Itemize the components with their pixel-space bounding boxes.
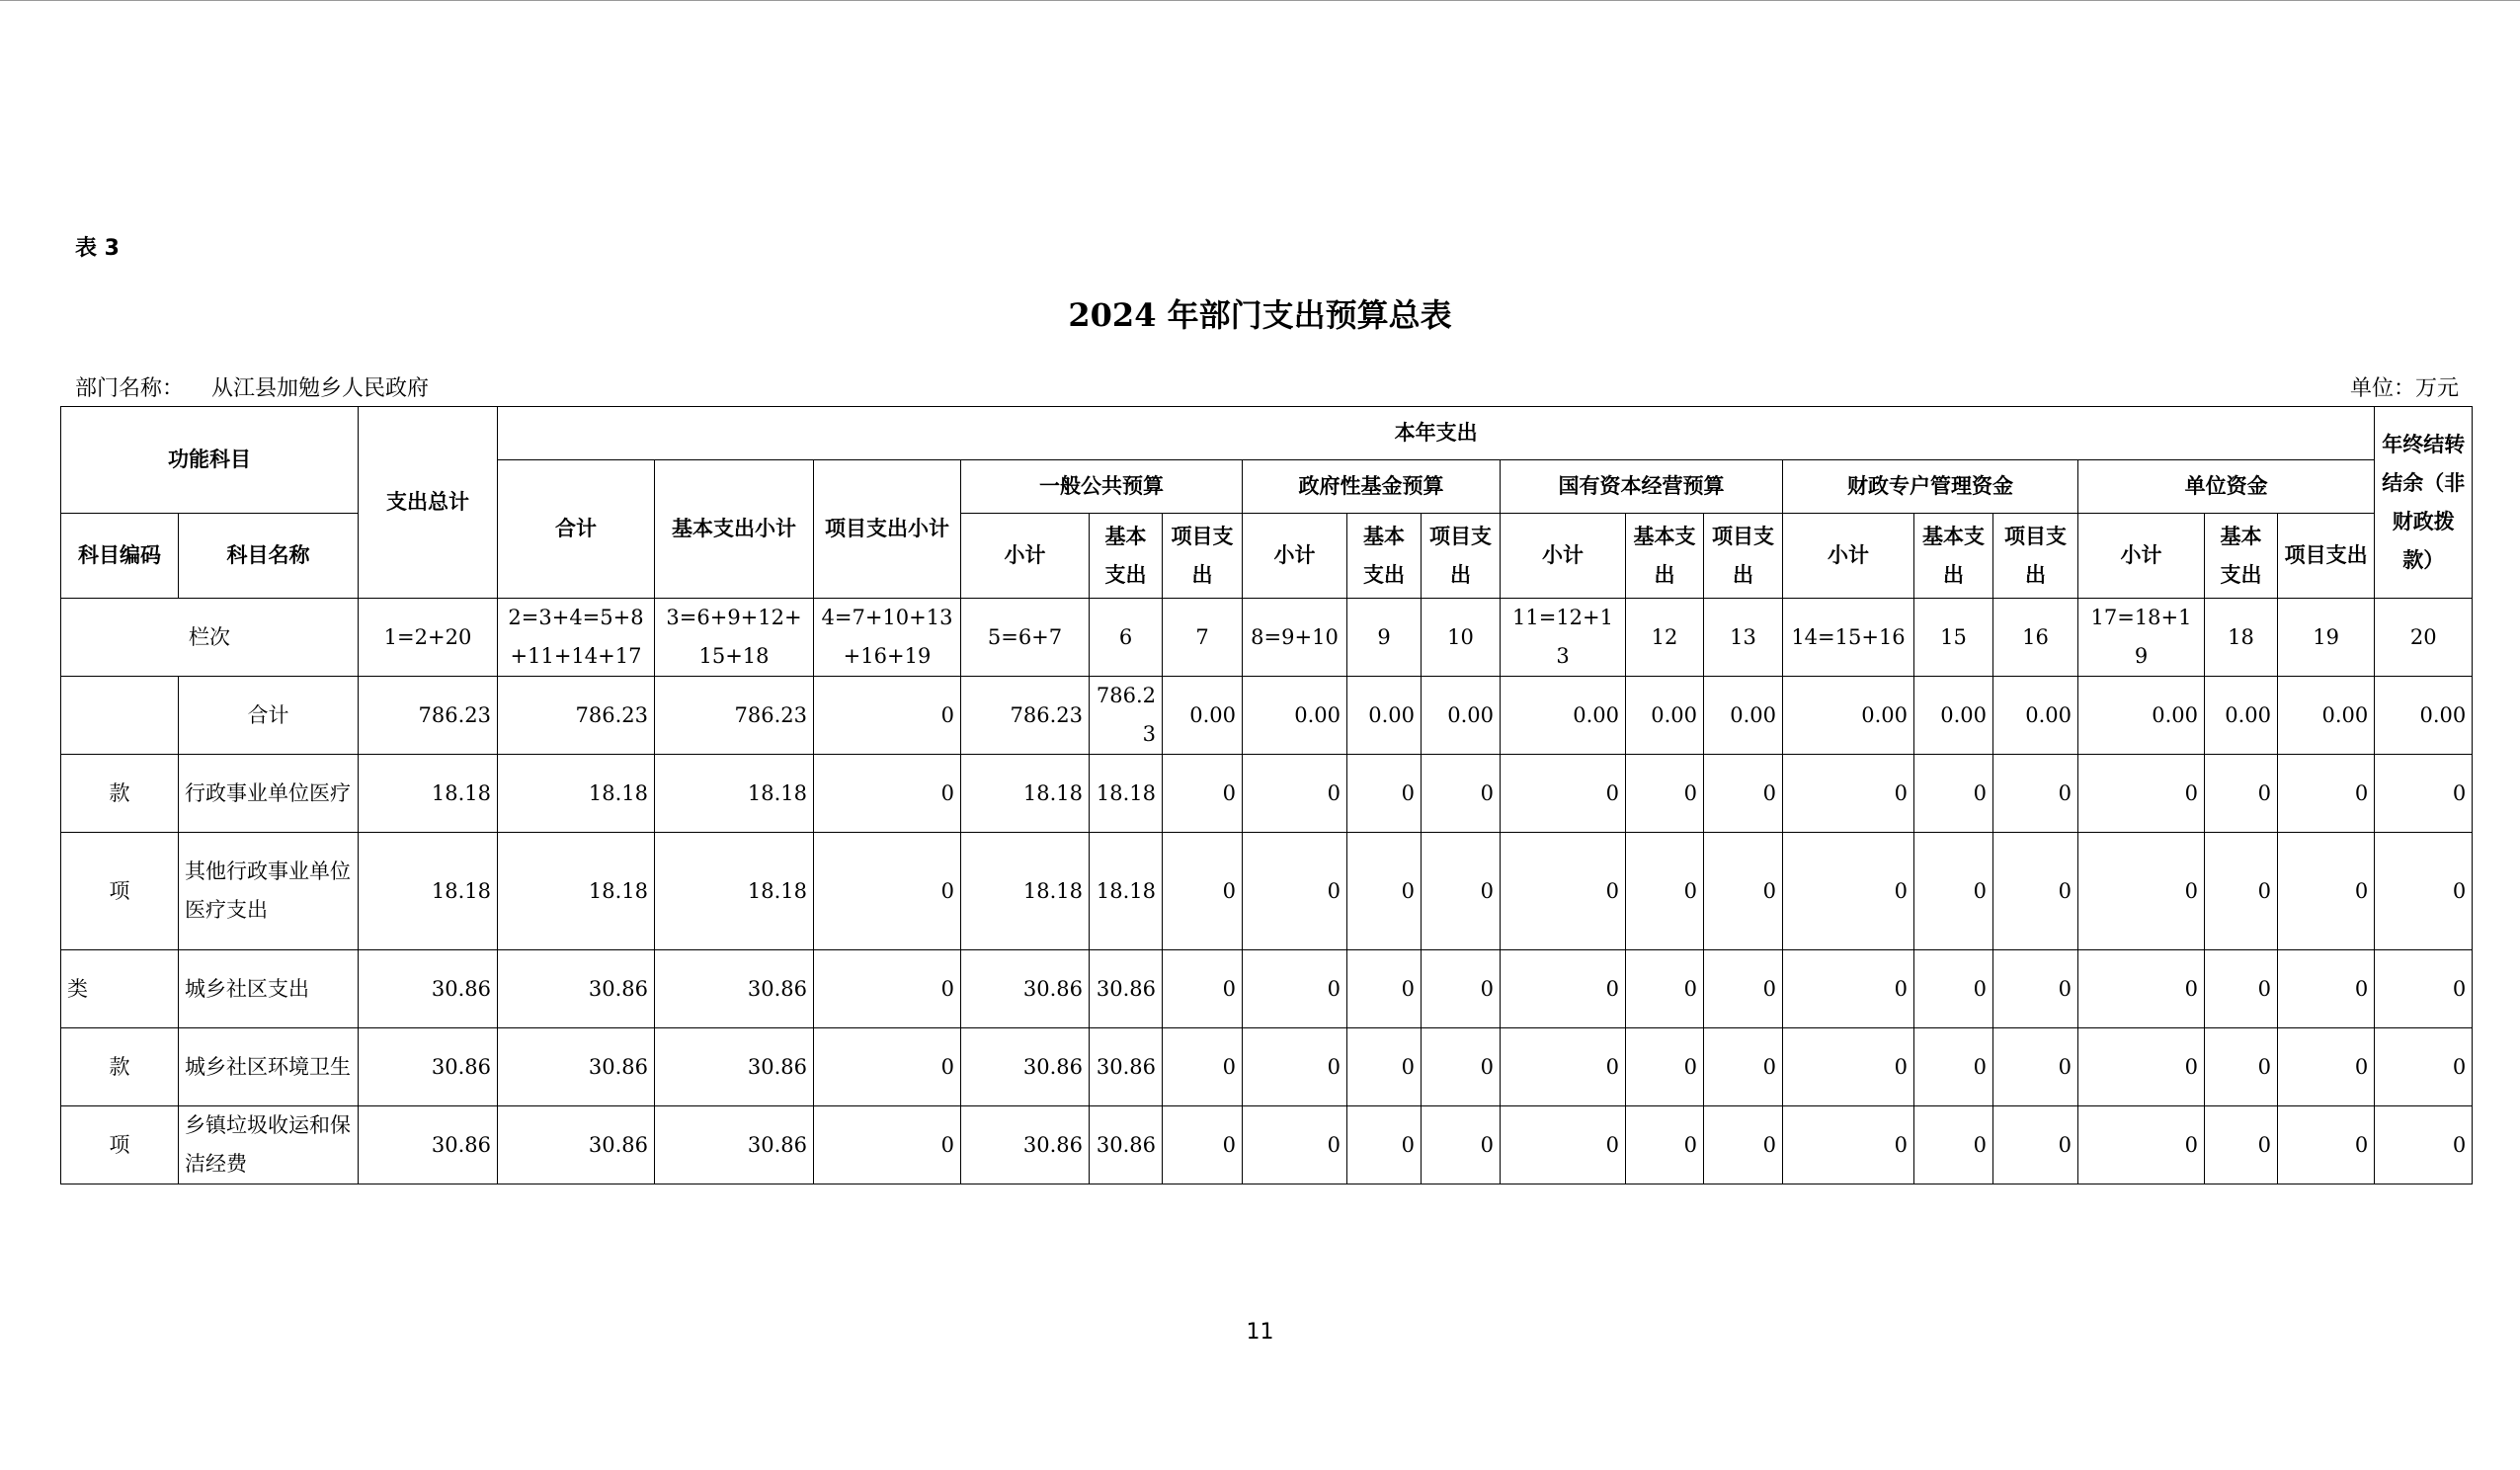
amount-cell: 0: [1163, 1106, 1243, 1184]
amount-cell: 30.86: [961, 950, 1090, 1028]
page-number: 11: [1246, 1320, 1274, 1345]
amount-cell: 0: [2375, 1028, 2473, 1106]
amount-cell: 0: [1914, 833, 1993, 950]
amount-cell: 0: [2205, 1106, 2278, 1184]
amount-cell: 0: [2278, 950, 2375, 1028]
amount-cell: 0: [1347, 1028, 1422, 1106]
column-index-cell: 8=9+10: [1243, 599, 1347, 677]
amount-cell: 18.18: [1090, 755, 1163, 833]
amount-cell: 0.00: [1783, 677, 1914, 755]
amount-cell: 786.23: [1090, 677, 1163, 755]
header-subtotal: 小计: [1501, 514, 1626, 599]
amount-cell: 0: [1704, 833, 1783, 950]
column-index-cell: 17=18+19: [2078, 599, 2205, 677]
amount-cell: 0.00: [1422, 677, 1501, 755]
amount-cell: 0: [1422, 1028, 1501, 1106]
amount-cell: 0: [1347, 755, 1422, 833]
amount-cell: 0: [1501, 833, 1626, 950]
header-year-end: 年终结转结余（非财政拨款）: [2375, 407, 2473, 599]
subject-code-cell: 项: [61, 833, 179, 950]
amount-cell: 0: [2078, 833, 2205, 950]
column-index-cell: 9: [1347, 599, 1422, 677]
amount-cell: 0: [1163, 950, 1243, 1028]
amount-cell: 0: [1501, 755, 1626, 833]
department-label: 部门名称：: [75, 376, 185, 401]
column-index-row: [61, 599, 2473, 677]
amount-cell: 0.00: [1626, 677, 1704, 755]
amount-cell: 0: [1422, 833, 1501, 950]
amount-cell: 0: [1626, 1028, 1704, 1106]
amount-cell: 0: [1993, 1028, 2078, 1106]
amount-cell: 0: [1704, 1028, 1783, 1106]
header-unit-fund: 单位资金: [2078, 460, 2375, 514]
header-basic: 基本支出: [1090, 514, 1163, 599]
header-basic-subtotal: 基本支出小计: [655, 460, 814, 599]
table-row: [61, 677, 2473, 755]
header-subtotal: 小计: [1243, 514, 1347, 599]
amount-cell: 0: [1993, 755, 2078, 833]
amount-cell: 0: [1163, 1028, 1243, 1106]
amount-cell: 30.86: [961, 1106, 1090, 1184]
amount-cell: 30.86: [1090, 1028, 1163, 1106]
amount-cell: 18.18: [1090, 833, 1163, 950]
amount-cell: 0: [2375, 755, 2473, 833]
page-top-border: [0, 0, 2520, 1]
subject-name-cell: 行政事业单位医疗: [179, 755, 359, 833]
amount-cell: 0: [1243, 1106, 1347, 1184]
amount-cell: 0: [1243, 950, 1347, 1028]
header-project: 项目支出: [2278, 514, 2375, 599]
amount-cell: 786.23: [498, 677, 655, 755]
amount-cell: 0: [1993, 1106, 2078, 1184]
amount-cell: 30.86: [498, 1028, 655, 1106]
amount-cell: 18.18: [961, 833, 1090, 950]
header-gov-fund: 政府性基金预算: [1243, 460, 1501, 514]
header-project: 项目支出: [1422, 514, 1501, 599]
subject-code-cell: [61, 677, 179, 755]
header-fiscal-special: 财政专户管理资金: [1783, 460, 2078, 514]
amount-cell: 0: [814, 755, 961, 833]
amount-cell: 0: [1347, 950, 1422, 1028]
amount-cell: 0: [2278, 755, 2375, 833]
amount-cell: 0: [1626, 950, 1704, 1028]
amount-cell: 0: [2278, 833, 2375, 950]
amount-cell: 0: [1243, 755, 1347, 833]
amount-cell: 0: [2375, 950, 2473, 1028]
amount-cell: 0: [1993, 950, 2078, 1028]
column-index-cell: 20: [2375, 599, 2473, 677]
amount-cell: 0: [1704, 1106, 1783, 1184]
column-index-cell: 12: [1626, 599, 1704, 677]
amount-cell: 0.00: [1704, 677, 1783, 755]
amount-cell: 0: [1704, 950, 1783, 1028]
column-index-cell: 15: [1914, 599, 1993, 677]
amount-cell: 0: [1501, 1028, 1626, 1106]
amount-cell: 18.18: [498, 755, 655, 833]
amount-cell: 30.86: [655, 1106, 814, 1184]
amount-cell: 0: [814, 677, 961, 755]
subject-name-cell: 城乡社区环境卫生: [179, 1028, 359, 1106]
subject-name-cell: 乡镇垃圾收运和保洁经费: [179, 1106, 359, 1184]
amount-cell: 0.00: [1501, 677, 1626, 755]
header-func-subject: 功能科目: [61, 407, 359, 514]
header-project: 项目支出: [1163, 514, 1243, 599]
unit-label: 单位：万元: [2349, 376, 2459, 401]
amount-cell: 0: [1783, 1106, 1914, 1184]
subject-name-cell: 合计: [179, 677, 359, 755]
column-index-label: 栏次: [61, 599, 359, 677]
column-index-cell: 6: [1090, 599, 1163, 677]
amount-cell: 0.00: [1347, 677, 1422, 755]
budget-table: [60, 406, 2473, 1184]
amount-cell: 0: [2078, 755, 2205, 833]
amount-cell: 0: [2375, 1106, 2473, 1184]
amount-cell: 30.86: [498, 950, 655, 1028]
amount-cell: 30.86: [1090, 950, 1163, 1028]
amount-cell: 0: [2205, 755, 2278, 833]
column-index-cell: 14=15+16: [1783, 599, 1914, 677]
amount-cell: 0: [2078, 1106, 2205, 1184]
department-name: 从江县加勉乡人民政府: [211, 376, 430, 401]
amount-cell: 0: [1783, 833, 1914, 950]
amount-cell: 30.86: [498, 1106, 655, 1184]
subject-code-cell: 款: [61, 1028, 179, 1106]
header-general-budget: 一般公共预算: [961, 460, 1243, 514]
table-number: 表 3: [75, 236, 120, 261]
column-index-cell: 13: [1704, 599, 1783, 677]
amount-cell: 0.00: [1163, 677, 1243, 755]
amount-cell: 0: [1626, 755, 1704, 833]
amount-cell: 0.00: [1243, 677, 1347, 755]
amount-cell: 0: [2205, 833, 2278, 950]
amount-cell: 786.23: [961, 677, 1090, 755]
header-sum: 合计: [498, 460, 655, 599]
column-index-cell: 2=3+4=5+8+11+14+17: [498, 599, 655, 677]
amount-cell: 0: [2078, 1028, 2205, 1106]
amount-cell: 18.18: [655, 833, 814, 950]
amount-cell: 0: [2278, 1028, 2375, 1106]
amount-cell: 0: [1243, 1028, 1347, 1106]
amount-cell: 0: [2078, 950, 2205, 1028]
amount-cell: 30.86: [655, 1028, 814, 1106]
table-row: [61, 950, 2473, 1028]
amount-cell: 0.00: [1993, 677, 2078, 755]
amount-cell: 0: [1914, 1106, 1993, 1184]
subject-code-cell: 款: [61, 755, 179, 833]
subject-name-cell: 其他行政事业单位医疗支出: [179, 833, 359, 950]
amount-cell: 786.23: [359, 677, 498, 755]
amount-cell: 0: [1243, 833, 1347, 950]
amount-cell: 0: [1783, 1028, 1914, 1106]
amount-cell: 0: [1422, 1106, 1501, 1184]
amount-cell: 30.86: [359, 1106, 498, 1184]
header-project-subtotal: 项目支出小计: [814, 460, 961, 599]
amount-cell: 0: [1422, 950, 1501, 1028]
amount-cell: 0.00: [2278, 677, 2375, 755]
header-basic: 基本支出: [1626, 514, 1704, 599]
amount-cell: 0: [814, 1028, 961, 1106]
header-project: 项目支出: [1993, 514, 2078, 599]
amount-cell: 786.23: [655, 677, 814, 755]
amount-cell: 0: [814, 833, 961, 950]
amount-cell: 0: [1783, 950, 1914, 1028]
amount-cell: 18.18: [498, 833, 655, 950]
subject-name-cell: 城乡社区支出: [179, 950, 359, 1028]
header-project: 项目支出: [1704, 514, 1783, 599]
amount-cell: 30.86: [1090, 1106, 1163, 1184]
amount-cell: 18.18: [359, 755, 498, 833]
amount-cell: 0: [1914, 950, 1993, 1028]
amount-cell: 0: [1163, 833, 1243, 950]
amount-cell: 0: [1422, 755, 1501, 833]
amount-cell: 30.86: [961, 1028, 1090, 1106]
amount-cell: 30.86: [655, 950, 814, 1028]
amount-cell: 0: [1783, 755, 1914, 833]
amount-cell: 0: [1993, 833, 2078, 950]
amount-cell: 0: [1704, 755, 1783, 833]
header-subtotal: 小计: [2078, 514, 2205, 599]
subject-code-cell: 项: [61, 1106, 179, 1184]
amount-cell: 0: [1501, 1106, 1626, 1184]
column-index-cell: 1=2+20: [359, 599, 498, 677]
column-index-cell: 4=7+10+13+16+19: [814, 599, 961, 677]
column-index-cell: 11=12+13: [1501, 599, 1626, 677]
amount-cell: 0: [2205, 1028, 2278, 1106]
department-line: [75, 371, 429, 402]
column-index-cell: 10: [1422, 599, 1501, 677]
header-subtotal: 小计: [961, 514, 1090, 599]
amount-cell: 18.18: [359, 833, 498, 950]
amount-cell: 0: [1347, 833, 1422, 950]
amount-cell: 0: [2205, 950, 2278, 1028]
column-index-cell: 7: [1163, 599, 1243, 677]
amount-cell: 0: [814, 950, 961, 1028]
amount-cell: 0: [1501, 950, 1626, 1028]
page-title: 2024 年部门支出预算总表: [1068, 296, 1452, 334]
column-index-cell: 16: [1993, 599, 2078, 677]
column-index-cell: 5=6+7: [961, 599, 1090, 677]
table-row: [61, 1106, 2473, 1184]
header-basic: 基本支出: [1347, 514, 1422, 599]
column-index-cell: 3=6+9+12+15+18: [655, 599, 814, 677]
amount-cell: 0: [1914, 755, 1993, 833]
amount-cell: 18.18: [961, 755, 1090, 833]
table-row: [61, 1028, 2473, 1106]
amount-cell: 0: [1163, 755, 1243, 833]
amount-cell: 0: [2278, 1106, 2375, 1184]
amount-cell: 0: [1347, 1106, 1422, 1184]
amount-cell: 0.00: [2078, 677, 2205, 755]
amount-cell: 0.00: [2375, 677, 2473, 755]
header-total: 支出总计: [359, 407, 498, 599]
amount-cell: 0: [1626, 1106, 1704, 1184]
amount-cell: 0: [1626, 833, 1704, 950]
header-basic: 基本支出: [1914, 514, 1993, 599]
table-row: [61, 833, 2473, 950]
amount-cell: 0: [1914, 1028, 1993, 1106]
amount-cell: 0.00: [1914, 677, 1993, 755]
column-index-cell: 19: [2278, 599, 2375, 677]
header-state-capital: 国有资本经营预算: [1501, 460, 1783, 514]
amount-cell: 30.86: [359, 1028, 498, 1106]
header-subtotal: 小计: [1783, 514, 1914, 599]
amount-cell: 30.86: [359, 950, 498, 1028]
column-index-cell: 18: [2205, 599, 2278, 677]
header-subject-code: 科目编码: [61, 514, 179, 599]
header-subject-name: 科目名称: [179, 514, 359, 599]
amount-cell: 0: [2375, 833, 2473, 950]
table-row: [61, 755, 2473, 833]
amount-cell: 0: [814, 1106, 961, 1184]
amount-cell: 0.00: [2205, 677, 2278, 755]
header-year-expense: 本年支出: [498, 407, 2375, 460]
subject-code-cell: 类: [61, 950, 179, 1028]
header-basic: 基本支出: [2205, 514, 2278, 599]
amount-cell: 18.18: [655, 755, 814, 833]
